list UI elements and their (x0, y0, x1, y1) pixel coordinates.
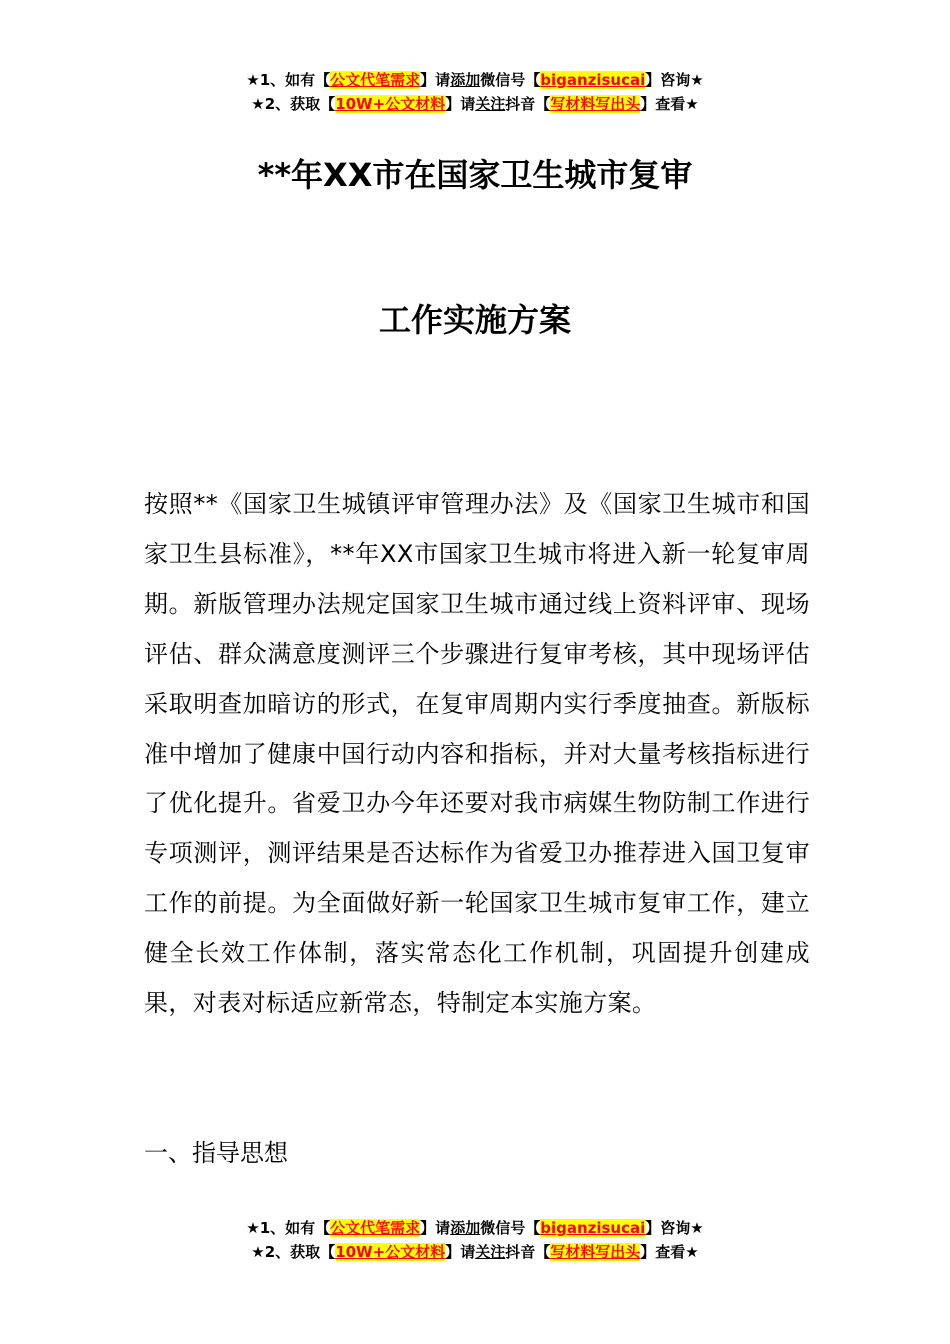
document-title-line-2: 工作实施方案 (378, 301, 571, 339)
promo-highlight: biganzisucai (540, 1219, 646, 1237)
promo-text: 抖音【 (505, 1243, 551, 1261)
promo-text: ★2、获取【 (251, 1243, 336, 1261)
intro-paragraph: 按照**《国家卫生城镇评审管理办法》及《国家卫生城市和国家卫生县标准》，**年XX市国家卫生城市将进入新一轮复审周期。新版管理办法规定国家卫生城市通过线上资料评审、现场评估、群众满意度测评三个步骤进行复审考核，其中现场评估采取明查加暗访的形式，在复审周期内实行季度抽查。新版标准中增加了健康中国行动内容和指标，并对大量考核指标进行了优化提升。省爱卫办今年还要对我市病媒生物防制工作进行专项测评，测评结果是否达标作为省爱卫办推荐进入国卫复审工作的前提。为全面做好新一轮国家卫生城市复审工作，建立健全长效工作体制，落实常态化工作机制，巩固提升创建成果，对表对标适应新常态，特制定本实施方案。 (144, 490, 810, 1018)
promo-line-1 (0, 1216, 950, 1240)
promo-text: 微信号【 (480, 71, 541, 89)
section-heading-guiding-ideology: 一、指导思想 (144, 1139, 288, 1167)
promo-text: 】请 (420, 71, 451, 89)
promo-line-2 (0, 92, 950, 116)
promo-text: 抖音【 (505, 95, 551, 113)
promo-underlined-text: 关注 (475, 95, 506, 113)
promo-underlined-text: 关注 (475, 1243, 506, 1261)
promo-highlight: 公文代笔需求 (330, 71, 421, 89)
promo-text: ★2、获取【 (251, 95, 336, 113)
promo-line-2 (0, 1240, 950, 1264)
promo-highlight: 写材料写出头 (550, 95, 641, 113)
promo-text: 】咨询★ (645, 1219, 704, 1237)
promo-highlight: biganzisucai (540, 71, 646, 89)
promo-text: 微信号【 (480, 1219, 541, 1237)
promo-underlined-text: 添加 (450, 71, 481, 89)
footer-promo-banner (0, 1216, 950, 1264)
promo-text: 】请 (445, 1243, 476, 1261)
promo-text: ★1、如有【 (246, 71, 331, 89)
header-promo-banner (0, 68, 950, 116)
promo-highlight: 写材料写出头 (550, 1243, 641, 1261)
promo-line-1 (0, 68, 950, 92)
promo-underlined-text: 添加 (450, 1219, 481, 1237)
promo-text: 】咨询★ (645, 71, 704, 89)
promo-text: 】查看★ (640, 1243, 699, 1261)
document-title-line-1: **年XX市在国家卫生城市复审 (257, 156, 693, 194)
promo-text: 】请 (445, 95, 476, 113)
promo-text: 】请 (420, 1219, 451, 1237)
promo-text: ★1、如有【 (246, 1219, 331, 1237)
promo-highlight: 10W+公文材料 (335, 95, 446, 113)
promo-text: 】查看★ (640, 95, 699, 113)
promo-highlight: 公文代笔需求 (330, 1219, 421, 1237)
promo-highlight: 10W+公文材料 (335, 1243, 446, 1261)
